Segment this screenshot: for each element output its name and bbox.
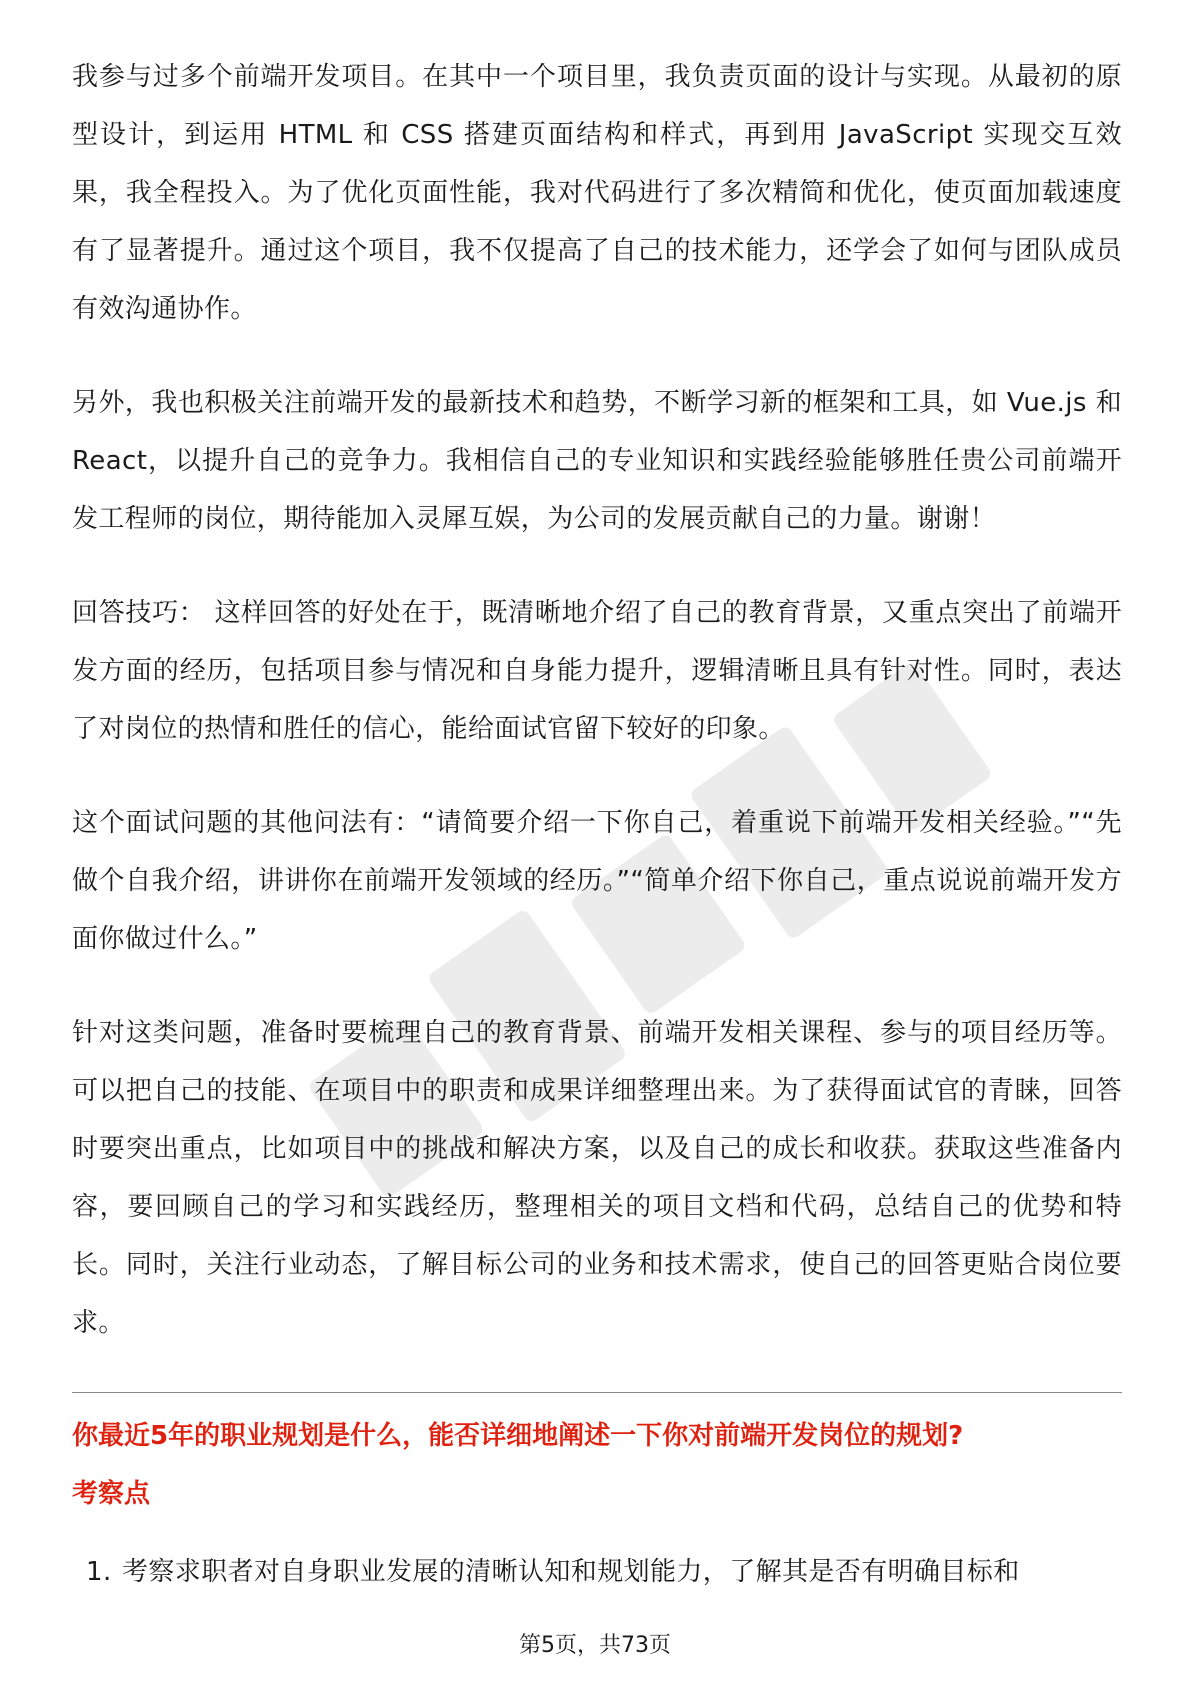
list-item-number: 1. bbox=[86, 1557, 112, 1587]
paragraph-preparation-advice: 针对这类问题，准备时要梳理自己的教育背景、前端开发相关课程、参与的项目经历等。可以把自己的技能、在项目中的职责和成果详细整理出来。为了获得面试官的青睐，回答时要突出重点，比如项目中的挑战和解决方案，以及自己的成长和收获。获取这些准备内容，要回顾自己的学习和实践经历，整理相关的项目文档和代码，总结自己的优势和特长。同时，关注行业动态，了解目标公司的业务和技术需求，使自己的回答更贴合岗位要求。 bbox=[72, 1018, 1122, 1338]
paragraph-project-experience: 我参与过多个前端开发项目。在其中一个项目里，我负责页面的设计与实现。从最初的原型设计，到运用 HTML 和 CSS 搭建页面结构和样式，再到用 JavaScript 实现交互效果，我全程投入。为了优化页面性能，我对代码进行了多次精简和优化，使页面加载速度有了显著提升。通过这个项目，我不仅提高了自己的技术能力，还学会了如何与团队成员有效沟通协作。 bbox=[72, 62, 1122, 324]
section-divider bbox=[72, 1392, 1122, 1393]
paragraph-answer-tips: 回答技巧： 这样回答的好处在于，既清晰地介绍了自己的教育背景，又重点突出了前端开发方面的经历，包括项目参与情况和自身能力提升，逻辑清晰且具有针对性。同时，表达了对岗位的热情和胜任的信心，能给面试官留下较好的印象。 bbox=[72, 598, 1122, 744]
page-number-footer: 第5页，共73页 bbox=[519, 1633, 671, 1658]
list-item-text: 考察求职者对自身职业发展的清晰认知和规划能力，了解其是否有明确目标和 bbox=[122, 1557, 1020, 1587]
question-heading: 你最近5年的职业规划是什么，能否详细地阐述一下你对前端开发岗位的规划? bbox=[72, 1421, 964, 1451]
paragraph-alternative-questions: 这个面试问题的其他问法有：“请简要介绍一下你自己，着重说下前端开发相关经验。”“先做个自我介绍，讲讲你在前端开发领域的经历。”“简单介绍下你自己，重点说说前端开发方面你做过什么。” bbox=[72, 808, 1122, 954]
main-content bbox=[72, 48, 1122, 1601]
assessment-points-list bbox=[72, 1543, 1122, 1601]
assessment-points-heading: 考察点 bbox=[72, 1479, 151, 1509]
paragraph-learning-and-motivation: 另外，我也积极关注前端开发的最新技术和趋势，不断学习新的框架和工具，如 Vue.js 和 React，以提升自己的竞争力。我相信自己的专业知识和实践经验能够胜任贵公司前端开发工程师的岗位，期待能加入灵犀互娱，为公司的发展贡献自己的力量。谢谢！ bbox=[72, 388, 1122, 534]
list-item bbox=[72, 1543, 1122, 1601]
